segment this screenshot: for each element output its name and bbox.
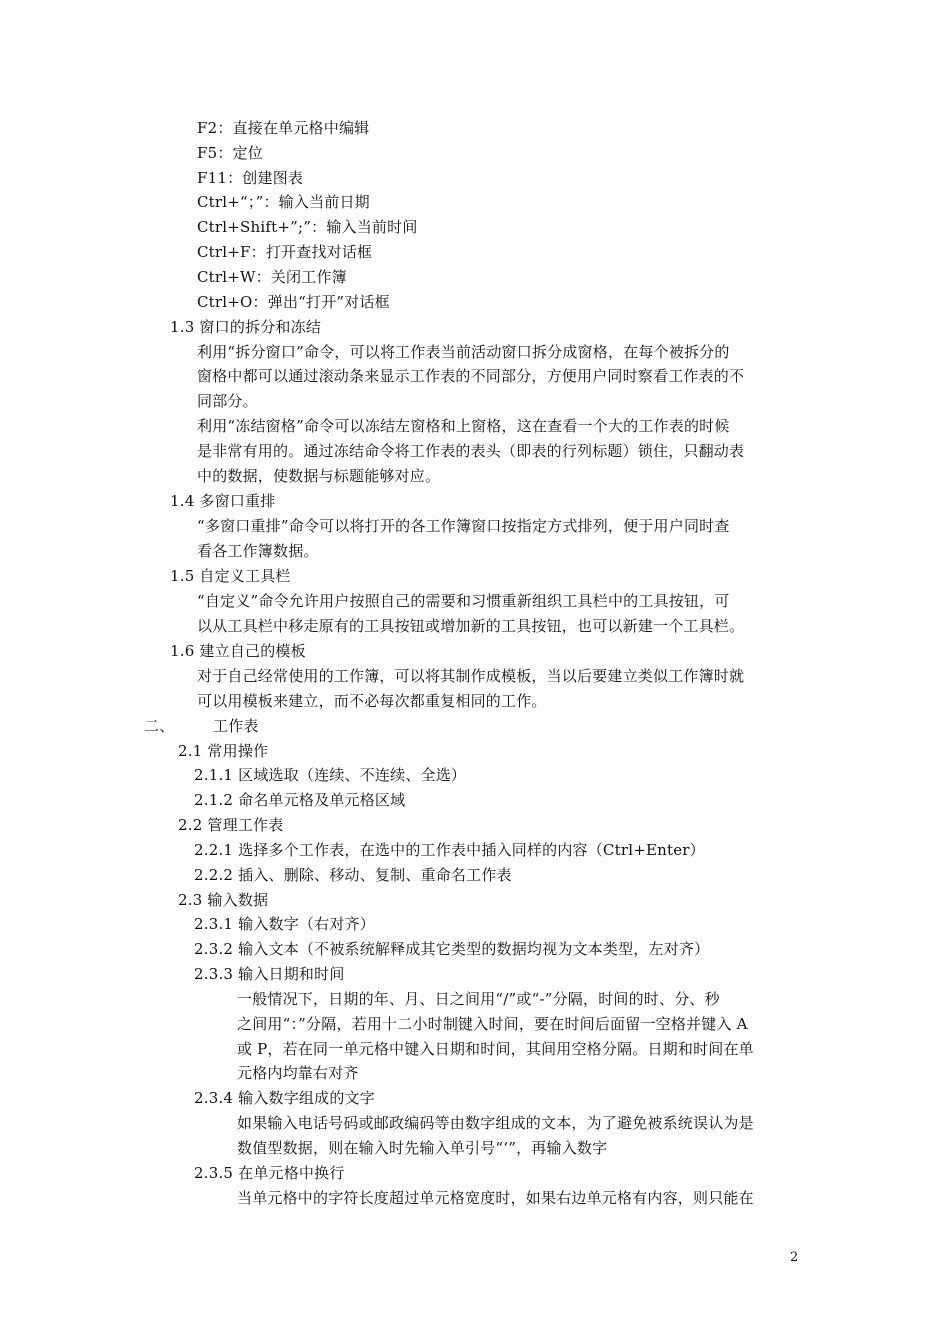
paragraph-line: 当单元格中的字符长度超过单元格宽度时，如果右边单元格有内容，则只能在 (237, 1189, 754, 1207)
paragraph-line: 看各工作簿数据。 (197, 542, 319, 560)
paragraph-line: 中的数据，使数据与标题能够对应。 (197, 467, 441, 485)
subsection-item: 2.1.1 区域选取（连续、不连续、全选） (194, 766, 467, 784)
part-title: 工作表 (213, 717, 259, 735)
shortcut-line: Ctrl+Shift+”;”：输入当前时间 (197, 218, 418, 236)
paragraph-line: 以从工具栏中移走原有的工具按钮或增加新的工具按钮，也可以新建一个工具栏。 (197, 617, 745, 635)
section-heading-2-3: 2.3 输入数据 (178, 891, 269, 909)
paragraph-line: 是非常有用的。通过冻结命令将工作表的表头（即表的行列标题）锁住，只翻动表 (197, 442, 745, 460)
paragraph-line: 对于自己经常使用的工作簿，可以将其制作成模板，当以后要建立类似工作簿时就 (197, 667, 745, 685)
subsection-item: 2.3.1 输入数字（右对齐） (194, 915, 375, 933)
subsection-item: 2.3.2 输入文本（不被系统解释成其它类型的数据均视为文本类型，左对齐） (194, 940, 710, 958)
subsection-item: 2.2.1 选择多个工作表，在选中的工作表中插入同样的内容（Ctrl+Enter） (194, 841, 705, 859)
paragraph-line: 如果输入电话号码或邮政编码等由数字组成的文本，为了避免被系统误认为是 (237, 1114, 754, 1132)
paragraph-line: 窗格中都可以通过滚动条来显示工作表的不同部分，方便用户同时察看工作表的不 (197, 367, 745, 385)
paragraph-line: 一般情况下，日期的年、月、日之间用“/”或“-”分隔，时间的时、分、秒 (237, 990, 720, 1008)
paragraph-line: 利用“冻结窗格”命令可以冻结左窗格和上窗格，这在查看一个大的工作表的时候 (197, 417, 730, 435)
subsection-item: 2.3.5 在单元格中换行 (194, 1164, 345, 1182)
shortcut-line: F5：定位 (197, 144, 263, 162)
paragraph-line: “自定义”命令允许用户按照自己的需要和习惯重新组织工具栏中的工具按钮，可 (197, 592, 730, 610)
section-heading-2-1: 2.1 常用操作 (178, 742, 269, 760)
shortcut-line: Ctrl+O：弹出“打开”对话框 (197, 293, 390, 311)
shortcut-line: F11：创建图表 (197, 169, 304, 187)
page-number: 2 (790, 1250, 799, 1265)
paragraph-line: 数值型数据，则在输入时先输入单引号“‘”，再输入数字 (237, 1139, 608, 1157)
section-heading-1-5: 1.5 自定义工具栏 (170, 567, 291, 585)
shortcut-line: Ctrl+F：打开查找对话框 (197, 243, 373, 261)
paragraph-line: 之间用“：”分隔，若用十二小时制键入时间，要在时间后面留一空格并键入 A (237, 1015, 748, 1033)
paragraph-line: “多窗口重排”命令可以将打开的各工作簿窗口按指定方式排列，便于用户同时查 (197, 517, 730, 535)
section-heading-1-6: 1.6 建立自己的模板 (170, 642, 306, 660)
subsection-item: 2.3.3 输入日期和时间 (194, 965, 345, 983)
paragraph-line: 可以用模板来建立，而不必每次都重复相同的工作。 (197, 692, 547, 710)
part-number: 二、 (144, 717, 175, 735)
paragraph-line: 同部分。 (197, 392, 258, 410)
subsection-item: 2.1.2 命名单元格及单元格区域 (194, 791, 406, 809)
section-heading-1-3: 1.3 窗口的拆分和冻结 (170, 318, 322, 336)
shortcut-line: Ctrl+W：关闭工作簿 (197, 268, 347, 286)
subsection-item: 2.2.2 插入、删除、移动、复制、重命名工作表 (194, 866, 512, 884)
shortcut-line: F2：直接在单元格中编辑 (197, 119, 370, 137)
section-heading-1-4: 1.4 多窗口重排 (170, 492, 276, 510)
subsection-item: 2.3.4 输入数字组成的文字 (194, 1089, 375, 1107)
paragraph-line: 利用“拆分窗口”命令，可以将工作表当前活动窗口拆分成窗格，在每个被拆分的 (197, 343, 730, 361)
shortcut-line: Ctrl+“；”：输入当前日期 (197, 193, 370, 211)
paragraph-line: 元格内均靠右对齐 (237, 1064, 359, 1082)
section-heading-2-2: 2.2 管理工作表 (178, 816, 284, 834)
paragraph-line: 或 P，若在同一单元格中键入日期和时间，其间用空格分隔。日期和时间在单 (237, 1040, 754, 1058)
